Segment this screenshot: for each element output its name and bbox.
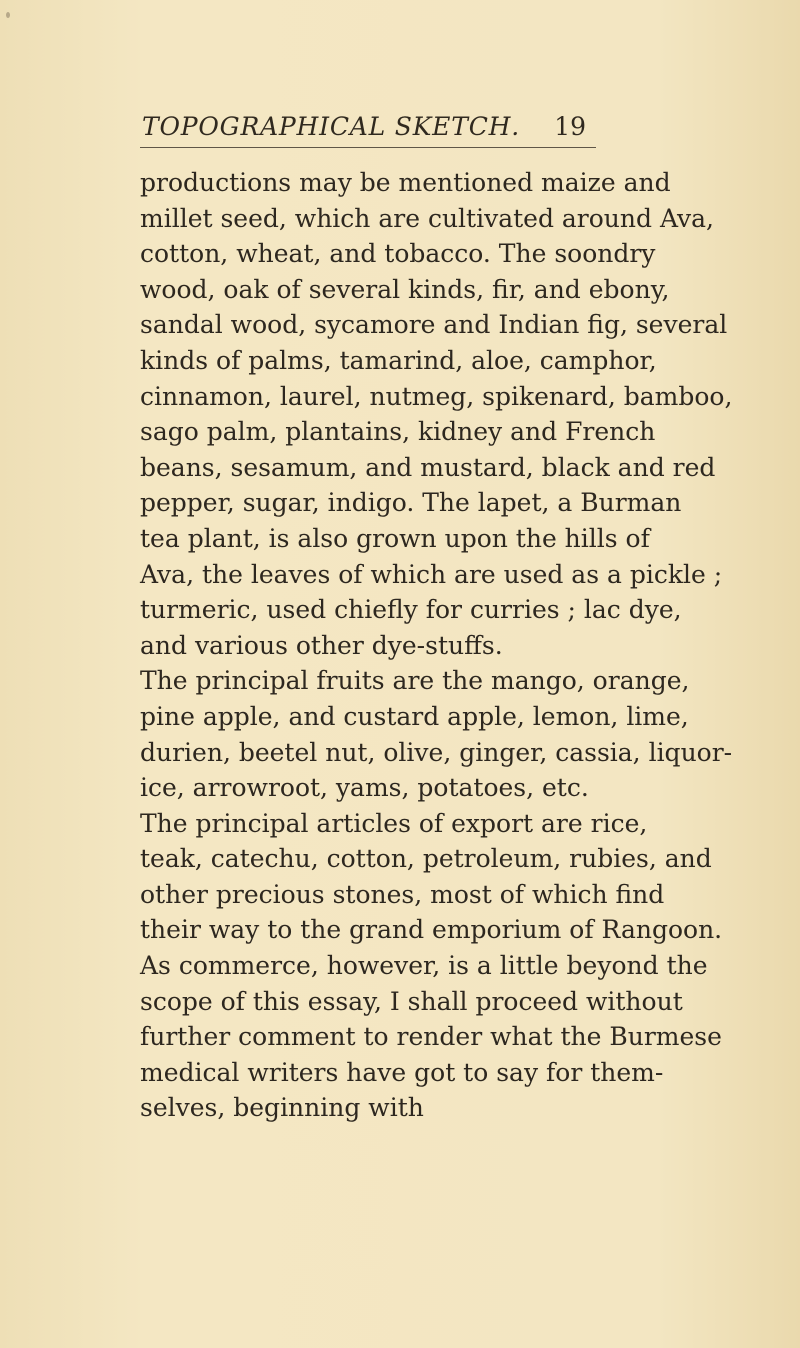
text-line: durien, beetel nut, olive, ginger, cassia, liquor- bbox=[140, 737, 733, 767]
text-line: beans, sesamum, and mustard, black and red bbox=[140, 452, 716, 482]
text-line: scope of this essay, I shall proceed without bbox=[140, 986, 683, 1016]
paper-speck bbox=[6, 12, 10, 18]
text-line: further comment to render what the Burmese bbox=[140, 1022, 722, 1052]
page-number: 19 bbox=[554, 112, 586, 141]
text-line: sandal wood, sycamore and Indian fig, several bbox=[140, 310, 728, 340]
page-header bbox=[140, 109, 596, 148]
text-line: other precious stones, most of which find bbox=[140, 879, 665, 909]
text-line: kinds of palms, tamarind, aloe, camphor, bbox=[140, 345, 657, 375]
text-line: their way to the grand emporium of Rangoon. bbox=[140, 915, 723, 945]
paragraph-end-line: selves, beginning with bbox=[140, 1093, 424, 1123]
text-line: pepper, sugar, indigo. The lapet, a Burman bbox=[140, 488, 682, 518]
text-line: medical writers have got to say for them- bbox=[140, 1057, 664, 1087]
text-line: productions may be mentioned maize and bbox=[140, 168, 671, 197]
text-line: tea plant, is also grown upon the hills of bbox=[140, 523, 650, 553]
text-line: cinnamon, laurel, nutmeg, spikenard, bamboo, bbox=[140, 381, 733, 411]
text-line: turmeric, used chiefly for curries ; lac dye, bbox=[140, 595, 682, 625]
text-line: pine apple, and custard apple, lemon, lime, bbox=[140, 701, 689, 731]
running-title: TOPOGRAPHICAL SKETCH. bbox=[142, 112, 520, 141]
text-line: cotton, wheat, and tobacco. The soondry bbox=[140, 239, 656, 269]
text-line: wood, oak of several kinds, fir, and ebony, bbox=[140, 274, 670, 304]
body-text bbox=[140, 165, 733, 1126]
text-line: As commerce, however, is a little beyond the bbox=[140, 951, 708, 981]
text-line: Ava, the leaves of which are used as a pickle ; bbox=[140, 559, 723, 589]
text-line: millet seed, which are cultivated around Ava, bbox=[140, 203, 714, 233]
text-line: teak, catechu, cotton, petroleum, rubies, and bbox=[140, 844, 712, 874]
text-line: sago palm, plantains, kidney and French bbox=[140, 417, 656, 447]
paragraph-start-line: The principal fruits are the mango, orange, bbox=[140, 666, 690, 696]
paragraph-start-line: The principal articles of export are rice, bbox=[140, 808, 648, 838]
paragraph-end-line: ice, arrowroot, yams, potatoes, etc. bbox=[140, 773, 589, 803]
paragraph-end-line: and various other dye-stuffs. bbox=[140, 630, 503, 660]
